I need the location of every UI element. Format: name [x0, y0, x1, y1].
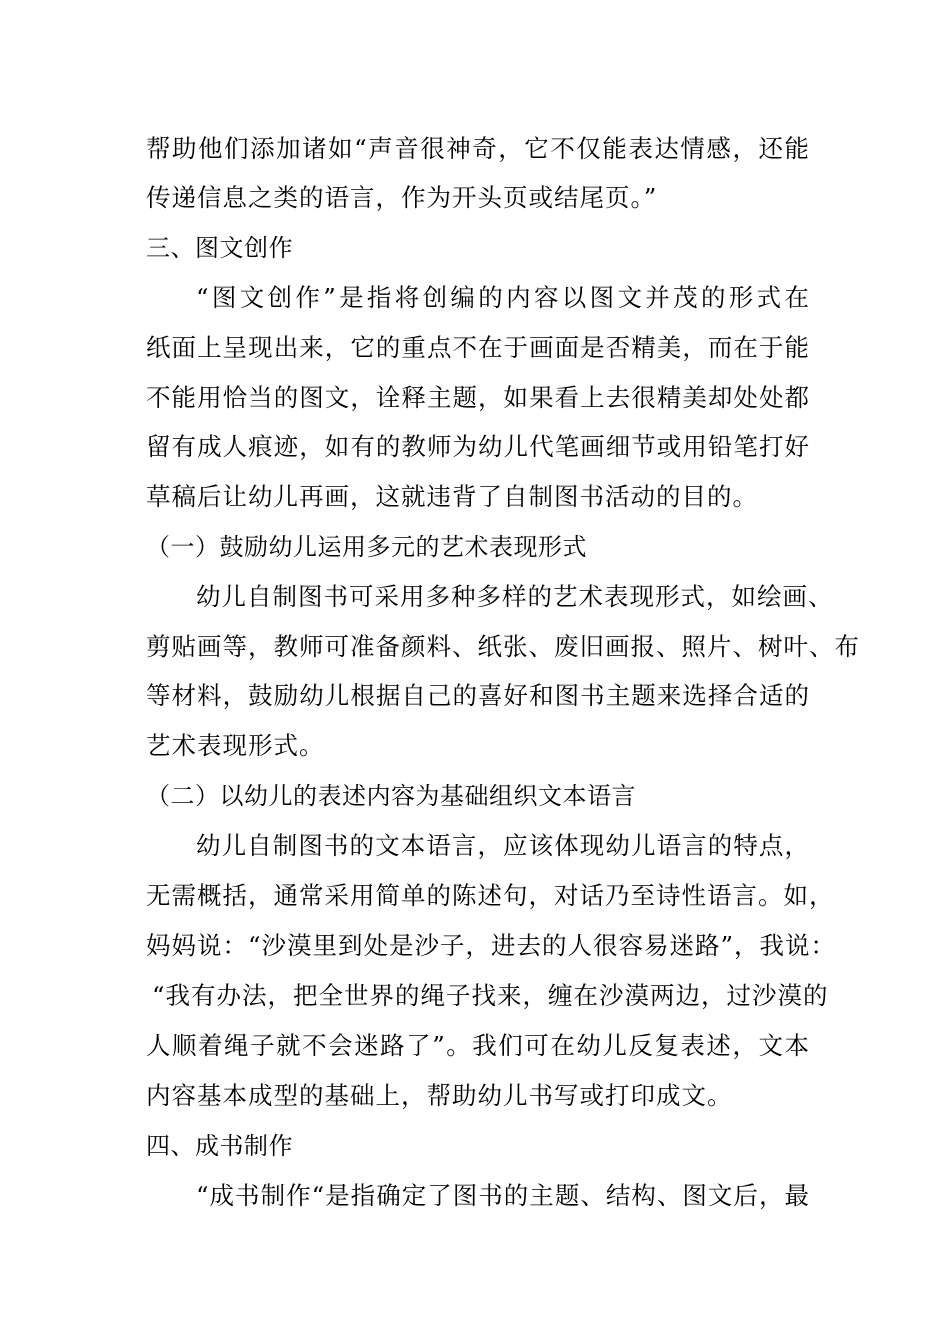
- paragraph-line-1: 帮助他们添加诸如“声音很神奇，它不仅能表达情感，还能: [146, 134, 810, 163]
- paragraph-line-22: “成书制作“是指确定了图书的主题、结构、图文后，最: [196, 1181, 810, 1210]
- paragraph-line-15: 幼儿自制图书的文本语言，应该体现幼儿语言的特点，: [196, 831, 810, 860]
- paragraph-line-4: “图文创作”是指将创编的内容以图文并茂的形式在: [196, 283, 810, 312]
- paragraph-line-13: 艺术表现形式。: [146, 731, 325, 760]
- subsection-heading-2: （二）以幼儿的表述内容为基础组织文本语言: [146, 782, 636, 810]
- paragraph-line-7: 留有成人痕迹，如有的教师为幼儿代笔画细节或用铅笔打好: [146, 432, 810, 461]
- paragraph-line-11: 剪贴画等，教师可准备颜料、纸张、废旧画报、照片、树叶、布: [146, 632, 860, 661]
- paragraph-line-19: 人顺着绳子就不会迷路了”。我们可在幼儿反复表述，文本: [146, 1031, 810, 1060]
- paragraph-line-12: 等材料，鼓励幼儿根据自己的喜好和图书主题来选择合适的: [146, 681, 810, 710]
- subsection-heading-1: （一）鼓励幼儿运用多元的艺术表现形式: [146, 533, 587, 561]
- paragraph-line-16: 无需概括，通常采用简单的陈述句，对话乃至诗性语言。如，: [146, 881, 835, 910]
- paragraph-line-8: 草稿后让幼儿再画，这就违背了自制图书活动的目的。: [146, 482, 758, 511]
- paragraph-line-6: 不能用恰当的图文，诠释主题，如果看上去很精美却处处都: [146, 383, 810, 412]
- paragraph-line-17: 妈妈说：“沙漠里到处是沙子，进去的人很容易迷路”，我说：: [146, 931, 837, 960]
- paragraph-line-18: “我有办法，把全世界的绳子找来，缠在沙漠两边，过沙漠的: [152, 981, 829, 1010]
- section-heading-3: 三、图文创作: [146, 234, 293, 262]
- paragraph-line-10: 幼儿自制图书可采用多种多样的艺术表现形式，如绘画、: [196, 582, 834, 611]
- section-heading-4: 四、成书制作: [146, 1132, 293, 1160]
- paragraph-line-2: 传递信息之类的语言，作为开头页或结尾页。”: [146, 183, 658, 212]
- paragraph-line-5: 纸面上呈现出来，它的重点不在于画面是否精美，而在于能: [146, 333, 810, 362]
- paragraph-line-20: 内容基本成型的基础上，帮助幼儿书写或打印成文。: [146, 1081, 733, 1110]
